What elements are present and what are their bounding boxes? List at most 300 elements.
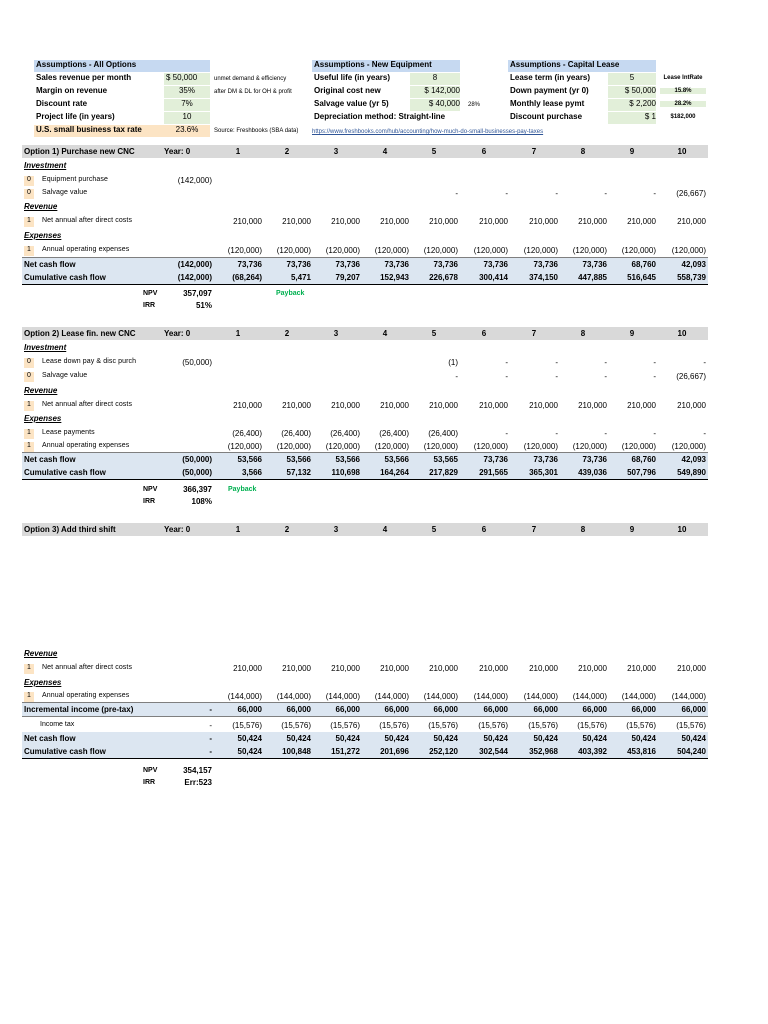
year-header: 10	[677, 525, 687, 534]
npv-label: NPV	[143, 486, 158, 493]
row-value: -	[604, 372, 607, 381]
total-value: 374,150	[529, 273, 558, 282]
total-value: 66,000	[286, 705, 311, 714]
row-value: 210,000	[677, 217, 706, 226]
assumption-side: 15.8%	[660, 88, 706, 94]
row-value: (120,000)	[374, 442, 409, 451]
row-label: Annual operating expenses	[42, 442, 130, 449]
row-value: -	[555, 358, 558, 367]
year-header: 7	[531, 525, 537, 534]
row-value: (120,000)	[276, 442, 311, 451]
assumption-side: $182,000	[670, 114, 696, 120]
row-index: 1	[24, 692, 34, 702]
year-header: 1	[235, 147, 241, 156]
total-value: 42,093	[681, 455, 706, 464]
total-value: 53,566	[335, 455, 360, 464]
total-value: 558,739	[677, 273, 706, 282]
row-value: 210,000	[529, 217, 558, 226]
total-value: 507,796	[627, 468, 656, 477]
row-value: (120,000)	[523, 442, 558, 451]
assumption-value: $ 142,000	[410, 86, 460, 98]
year-header: Year: 0	[164, 329, 191, 338]
total-value: 50,424	[483, 734, 508, 743]
row-value: (26,400)	[330, 429, 360, 438]
total-value: 403,392	[578, 747, 607, 756]
year-header: 8	[580, 147, 586, 156]
year-header: 6	[481, 147, 487, 156]
assumption-value: $ 40,000	[410, 99, 460, 111]
irr-value: 108%	[191, 497, 212, 506]
total-value: 53,566	[384, 455, 409, 464]
row-value: 210,000	[627, 401, 656, 410]
year-header: 3	[333, 147, 339, 156]
year-header: 6	[481, 525, 487, 534]
divider-line	[22, 479, 708, 480]
assumption-label: Salvage value (yr 5)	[314, 99, 389, 108]
row-value: (120,000)	[423, 442, 458, 451]
line-item-row	[22, 399, 708, 412]
tax-value: (15,576)	[478, 721, 508, 730]
total-value: 152,943	[380, 273, 409, 282]
total-value: 73,736	[384, 260, 409, 269]
assumption-note: unmet demand & efficiency	[214, 76, 287, 82]
row-value: (144,000)	[325, 692, 360, 701]
year-header: 1	[235, 525, 241, 534]
total-value: 79,207	[335, 273, 360, 282]
total-value: 447,885	[578, 273, 607, 282]
total-row	[22, 271, 708, 284]
year-header: 7	[531, 329, 537, 338]
total-label: Cumulative cash flow	[24, 747, 106, 756]
row-label: Salvage value	[42, 372, 88, 379]
assumption-label: Project life (in years)	[36, 112, 115, 121]
total-row	[22, 703, 708, 716]
line-item-row	[22, 244, 708, 257]
assumption-value: 35%	[164, 86, 210, 98]
total-row	[22, 745, 708, 758]
section-label: Expenses	[24, 678, 62, 687]
option-title: Option 3) Add third shift	[24, 525, 116, 534]
assumptions-all-title: Assumptions - All Options	[34, 60, 210, 72]
row-value: -	[653, 429, 656, 438]
total-value: 100,848	[282, 747, 311, 756]
irr-label: IRR	[143, 779, 156, 786]
assumption-label: Lease term (in years)	[510, 73, 591, 82]
row-value: 210,000	[282, 664, 311, 673]
assumption-side: Lease IntRate	[663, 75, 703, 81]
row-value: -	[703, 429, 706, 438]
row-value: -	[653, 189, 656, 198]
row-value: 210,000	[479, 401, 508, 410]
row-value: 210,000	[331, 664, 360, 673]
total-value: 50,424	[286, 734, 311, 743]
row-label: Lease down pay & disc purch	[42, 358, 137, 365]
tax-value: (15,576)	[232, 721, 262, 730]
option-title: Option 1) Purchase new CNC	[24, 147, 135, 156]
payback-label: Payback	[228, 486, 257, 493]
assumption-value: 10	[164, 112, 210, 124]
line-item-row	[22, 356, 708, 369]
total-label: Net cash flow	[24, 455, 76, 464]
total-row	[22, 466, 708, 479]
row-index: 0	[24, 358, 34, 368]
row-value: (144,000)	[227, 692, 262, 701]
total-value: -	[209, 734, 212, 743]
total-value: 352,968	[529, 747, 558, 756]
row-label: Equipment purchase	[42, 176, 109, 183]
row-value: 210,000	[529, 401, 558, 410]
tax-value: (15,576)	[577, 721, 607, 730]
row-value: (120,000)	[621, 246, 656, 255]
row-value: -	[604, 358, 607, 367]
row-value: (120,000)	[325, 246, 360, 255]
total-value: 516,645	[627, 273, 656, 282]
year-header: 10	[677, 147, 687, 156]
assumptions-lease-title: Assumptions - Capital Lease	[508, 60, 656, 72]
section-label: Expenses	[24, 231, 62, 240]
assumption-label: U.S. small business tax rate	[34, 125, 166, 137]
tax-value: (15,576)	[676, 721, 706, 730]
total-value: 73,736	[533, 455, 558, 464]
total-value: 73,736	[286, 260, 311, 269]
row-value: (1)	[448, 358, 458, 367]
total-value: 66,000	[384, 705, 409, 714]
assumption-label: Useful life (in years)	[314, 73, 391, 82]
total-value: 50,424	[631, 734, 656, 743]
row-label: Net annual after direct costs	[42, 664, 133, 671]
row-index: 1	[24, 442, 34, 452]
total-value: 151,272	[331, 747, 360, 756]
row-value: (144,000)	[423, 692, 458, 701]
row-value: 210,000	[282, 217, 311, 226]
row-value: 210,000	[233, 401, 262, 410]
total-value: 66,000	[533, 705, 558, 714]
row-value: -	[505, 358, 508, 367]
row-value: (120,000)	[423, 246, 458, 255]
row-value: (144,000)	[374, 692, 409, 701]
total-value: 50,424	[237, 734, 262, 743]
row-index: 0	[24, 189, 34, 199]
total-value: 365,301	[529, 468, 558, 477]
row-value: (144,000)	[671, 692, 706, 701]
row-value: 210,000	[233, 217, 262, 226]
total-value: 300,414	[479, 273, 508, 282]
row-index: 0	[24, 372, 34, 382]
row-value: (144,000)	[473, 692, 508, 701]
row-label: Annual operating expenses	[42, 692, 130, 699]
row-value: -	[505, 372, 508, 381]
tax-label: Income tax	[40, 721, 75, 728]
irr-label: IRR	[143, 498, 156, 505]
row-index: 1	[24, 664, 34, 674]
row-value: (26,400)	[379, 429, 409, 438]
tax-value: (15,576)	[330, 721, 360, 730]
line-item-row	[22, 427, 708, 440]
row-value: (26,400)	[428, 429, 458, 438]
npv-value: 357,097	[183, 289, 212, 298]
row-label: Salvage value	[42, 189, 88, 196]
source-link[interactable]: https://www.freshbooks.com/hub/accounting/how-much-do-small-businesses-pay-taxes	[312, 129, 544, 135]
total-value: 50,424	[335, 734, 360, 743]
assumption-value: $ 50,000	[608, 86, 656, 98]
year-header: 4	[382, 329, 388, 338]
line-item-row	[22, 370, 708, 383]
row-value: 210,000	[429, 664, 458, 673]
row-value: -	[604, 429, 607, 438]
total-value: 226,678	[429, 273, 458, 282]
row-value: -	[604, 189, 607, 198]
total-value: -	[209, 747, 212, 756]
row-value: 210,000	[627, 217, 656, 226]
row-value: -	[703, 358, 706, 367]
assumptions-new-title: Assumptions - New Equipment	[312, 60, 460, 72]
assumption-extra: 28%	[468, 102, 481, 108]
total-value: (50,000)	[182, 455, 212, 464]
row-label: Lease payments	[42, 429, 95, 436]
row-value: (144,000)	[276, 692, 311, 701]
row-label: Annual operating expenses	[42, 246, 130, 253]
row-value: -	[653, 358, 656, 367]
row-index: 1	[24, 429, 34, 439]
year-header: 4	[382, 147, 388, 156]
row-value: 210,000	[578, 217, 607, 226]
total-value: 73,736	[335, 260, 360, 269]
tax-value: (15,576)	[379, 721, 409, 730]
row-value: 210,000	[578, 664, 607, 673]
assumption-label: Depreciation method: Straight-line	[314, 112, 446, 121]
assumption-label: Original cost new	[314, 86, 381, 95]
total-value: 3,566	[241, 468, 262, 477]
total-value: 57,132	[286, 468, 311, 477]
year-header: 9	[629, 525, 635, 534]
row-label: Net annual after direct costs	[42, 217, 133, 224]
row-index: 1	[24, 401, 34, 411]
year-header: 6	[481, 329, 487, 338]
row-value: (120,000)	[671, 246, 706, 255]
assumption-label: Down payment (yr 0)	[510, 86, 589, 95]
assumption-note: Source: Freshbooks (SBA data)	[214, 128, 299, 134]
row-value: -	[555, 429, 558, 438]
row-value: 210,000	[677, 401, 706, 410]
row-value: 210,000	[380, 664, 409, 673]
row-value: -	[455, 372, 458, 381]
total-value: 439,036	[578, 468, 607, 477]
assumption-side: 28.2%	[660, 101, 706, 107]
total-value: 5,471	[290, 273, 311, 282]
row-value: (26,667)	[676, 372, 706, 381]
year-header: 2	[284, 147, 290, 156]
row-value: 210,000	[380, 217, 409, 226]
divider-line	[22, 716, 708, 717]
tax-value: (15,576)	[528, 721, 558, 730]
row-value: (120,000)	[473, 442, 508, 451]
assumption-label: Monthly lease pymt	[510, 99, 585, 108]
row-value: (50,000)	[182, 358, 212, 367]
total-label: Cumulative cash flow	[24, 273, 106, 282]
total-value: 66,000	[237, 705, 262, 714]
row-value: -	[653, 372, 656, 381]
assumption-value: 23.6%	[164, 125, 210, 137]
assumption-value: $ 1	[608, 112, 656, 124]
row-value: (120,000)	[621, 442, 656, 451]
total-value: 73,736	[483, 260, 508, 269]
row-value: (120,000)	[523, 246, 558, 255]
total-value: 73,736	[237, 260, 262, 269]
total-value: 252,120	[429, 747, 458, 756]
total-value: 110,698	[331, 468, 360, 477]
total-row	[22, 732, 708, 745]
total-value: (68,264)	[232, 273, 262, 282]
total-value: 50,424	[384, 734, 409, 743]
assumption-value: 5	[608, 73, 656, 85]
row-index: 1	[24, 246, 34, 256]
irr-value: 51%	[195, 301, 212, 310]
assumption-label: Sales revenue per month	[36, 73, 132, 82]
section-label: Revenue	[24, 649, 58, 658]
total-value: 68,760	[631, 260, 656, 269]
total-value: (142,000)	[177, 260, 212, 269]
row-value: (120,000)	[227, 442, 262, 451]
total-value: 73,736	[433, 260, 458, 269]
row-value: 210,000	[429, 217, 458, 226]
tax-value: (15,576)	[281, 721, 311, 730]
npv-label: NPV	[143, 290, 158, 297]
row-value: 210,000	[380, 401, 409, 410]
row-value: (26,400)	[281, 429, 311, 438]
total-value: 50,424	[533, 734, 558, 743]
total-value: 53,565	[433, 455, 458, 464]
total-value: 453,816	[627, 747, 656, 756]
row-value: (120,000)	[572, 442, 607, 451]
tax-value: -	[209, 721, 212, 730]
total-value: 549,890	[677, 468, 706, 477]
total-value: 50,424	[237, 747, 262, 756]
total-value: 50,424	[433, 734, 458, 743]
npv-value: 354,157	[183, 766, 212, 775]
tax-value: (15,576)	[626, 721, 656, 730]
section-label: Revenue	[24, 202, 58, 211]
assumption-value: $ 50,000	[164, 73, 210, 85]
total-value: 66,000	[631, 705, 656, 714]
row-value: 210,000	[529, 664, 558, 673]
line-item-row	[22, 662, 708, 675]
row-index: 0	[24, 176, 34, 186]
assumption-value: $ 2,200	[608, 99, 656, 111]
row-value: -	[555, 372, 558, 381]
row-value: (120,000)	[572, 246, 607, 255]
row-value: 210,000	[479, 664, 508, 673]
total-value: 73,736	[483, 455, 508, 464]
total-value: 66,000	[433, 705, 458, 714]
total-value: 66,000	[483, 705, 508, 714]
line-item-row	[22, 187, 708, 200]
row-value: -	[505, 429, 508, 438]
total-value: (142,000)	[177, 273, 212, 282]
row-value: -	[505, 189, 508, 198]
assumption-value: 8	[410, 73, 460, 85]
divider-line	[22, 284, 708, 285]
assumption-note: after DM & DL for OH & profit	[214, 89, 292, 95]
year-header: 4	[382, 525, 388, 534]
total-value: (50,000)	[182, 468, 212, 477]
total-label: Cumulative cash flow	[24, 468, 106, 477]
total-value: 50,424	[582, 734, 607, 743]
total-row	[22, 258, 708, 271]
row-value: -	[455, 189, 458, 198]
total-value: 73,736	[582, 260, 607, 269]
total-value: 201,696	[380, 747, 409, 756]
total-value: 66,000	[582, 705, 607, 714]
npv-label: NPV	[143, 767, 158, 774]
row-index: 1	[24, 217, 34, 227]
year-header: 10	[677, 329, 687, 338]
row-value: (120,000)	[227, 246, 262, 255]
line-item-row	[22, 174, 708, 187]
total-value: 73,736	[533, 260, 558, 269]
section-label: Revenue	[24, 386, 58, 395]
year-header: 8	[580, 329, 586, 338]
row-value: (26,400)	[232, 429, 262, 438]
year-header: 5	[431, 525, 437, 534]
npv-value: 366,397	[183, 485, 212, 494]
row-value: 210,000	[233, 664, 262, 673]
irr-value: Err:523	[184, 778, 212, 787]
row-value: 210,000	[578, 401, 607, 410]
divider-line	[22, 758, 708, 759]
row-value: 210,000	[331, 401, 360, 410]
year-header: Year: 0	[164, 147, 191, 156]
line-item-row	[22, 215, 708, 228]
row-value: (142,000)	[177, 176, 212, 185]
row-value: 210,000	[429, 401, 458, 410]
year-header: 1	[235, 329, 241, 338]
total-value: 504,240	[677, 747, 706, 756]
total-value: 164,264	[380, 468, 409, 477]
total-value: 42,093	[681, 260, 706, 269]
row-value: 210,000	[677, 664, 706, 673]
year-header: 2	[284, 525, 290, 534]
row-value: 210,000	[479, 217, 508, 226]
total-value: -	[209, 705, 212, 714]
year-header: 2	[284, 329, 290, 338]
total-value: 66,000	[335, 705, 360, 714]
total-value: 68,760	[631, 455, 656, 464]
total-label: Net cash flow	[24, 734, 76, 743]
total-value: 53,566	[237, 455, 262, 464]
irr-label: IRR	[143, 302, 156, 309]
total-value: 73,736	[582, 455, 607, 464]
total-value: 50,424	[681, 734, 706, 743]
row-label: Net annual after direct costs	[42, 401, 133, 408]
year-header: 3	[333, 329, 339, 338]
assumption-label: Discount rate	[36, 99, 88, 108]
row-value: 210,000	[627, 664, 656, 673]
year-header: Year: 0	[164, 525, 191, 534]
row-value: (120,000)	[473, 246, 508, 255]
row-value: (144,000)	[621, 692, 656, 701]
year-header: 5	[431, 147, 437, 156]
row-value: 210,000	[331, 217, 360, 226]
section-label: Investment	[24, 343, 67, 352]
total-value: 53,566	[286, 455, 311, 464]
total-value: 291,565	[479, 468, 508, 477]
assumption-value: 7%	[164, 99, 210, 111]
total-value: 302,544	[479, 747, 508, 756]
total-label: Incremental income (pre-tax)	[24, 705, 134, 714]
year-header: 8	[580, 525, 586, 534]
section-label: Expenses	[24, 414, 62, 423]
row-value: (120,000)	[276, 246, 311, 255]
